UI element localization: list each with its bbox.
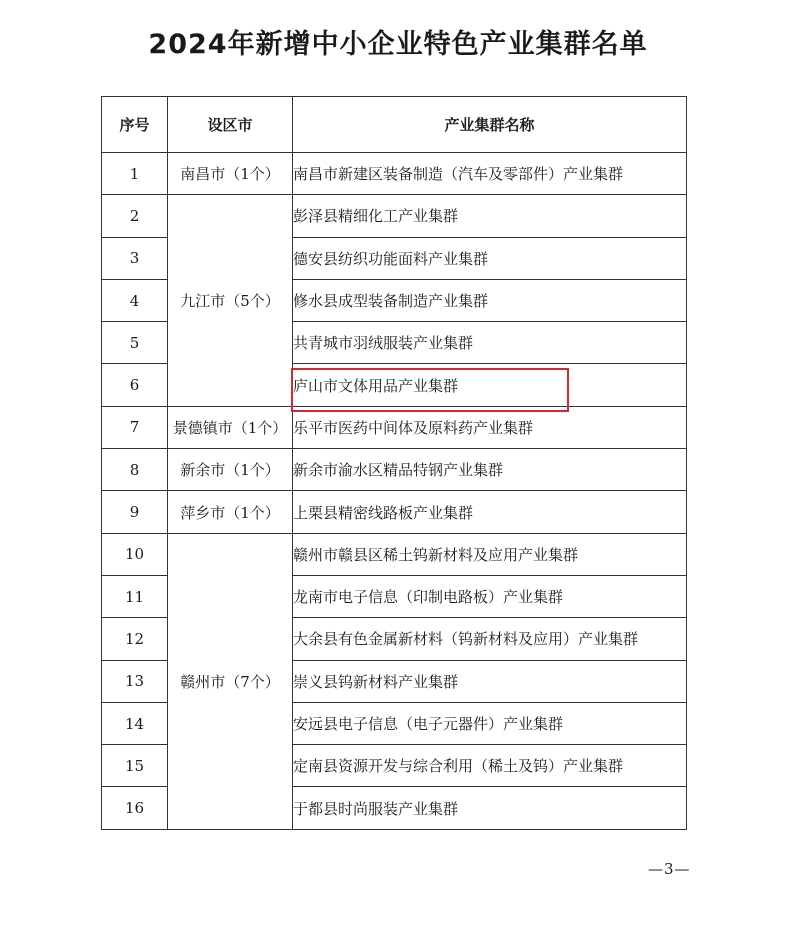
row-number: 10: [102, 533, 168, 575]
row-number: 4: [102, 279, 168, 321]
row-number: 14: [102, 702, 168, 744]
header-serial-number: 序号: [102, 97, 168, 153]
cluster-name: 大余县有色金属新材料（钨新材料及应用）产业集群: [293, 618, 687, 660]
cluster-name: 新余市渝水区精品特钢产业集群: [293, 449, 687, 491]
city-cell: 景德镇市（1个）: [168, 406, 293, 448]
cluster-name: 定南县资源开发与综合利用（稀土及钨）产业集群: [293, 745, 687, 787]
table-row: [102, 533, 687, 575]
cluster-name: 彭泽县精细化工产业集群: [293, 195, 687, 237]
page-number: —3—: [648, 860, 691, 878]
row-number: 7: [102, 406, 168, 448]
row-number: 13: [102, 660, 168, 702]
city-cell: 萍乡市（1个）: [168, 491, 293, 533]
row-number: 5: [102, 322, 168, 364]
cluster-name-highlighted: 庐山市文体用品产业集群: [293, 364, 687, 406]
row-number: 2: [102, 195, 168, 237]
cluster-name: 修水县成型装备制造产业集群: [293, 279, 687, 321]
cluster-name: 德安县纺织功能面料产业集群: [293, 237, 687, 279]
row-number: 9: [102, 491, 168, 533]
city-cell: 新余市（1个）: [168, 449, 293, 491]
row-number: 3: [102, 237, 168, 279]
document-title: 2024年新增中小企业特色产业集群名单: [148, 29, 648, 60]
row-number: 6: [102, 364, 168, 406]
row-number: 8: [102, 449, 168, 491]
cluster-name: 安远县电子信息（电子元器件）产业集群: [293, 702, 687, 744]
city-cell: 赣州市（7个）: [168, 533, 293, 829]
cluster-name: 南昌市新建区装备制造（汽车及零部件）产业集群: [293, 153, 687, 195]
row-number: 1: [102, 153, 168, 195]
row-number: 16: [102, 787, 168, 829]
city-cell: 南昌市（1个）: [168, 153, 293, 195]
table-row: [102, 449, 687, 491]
industry-cluster-table: [101, 96, 687, 830]
row-number: 15: [102, 745, 168, 787]
cluster-name: 乐平市医药中间体及原料药产业集群: [293, 406, 687, 448]
cluster-name: 上栗县精密线路板产业集群: [293, 491, 687, 533]
table-row: [102, 195, 687, 237]
table-row: [102, 153, 687, 195]
cluster-name: 于都县时尚服装产业集群: [293, 787, 687, 829]
row-number: 11: [102, 575, 168, 617]
cluster-name: 共青城市羽绒服装产业集群: [293, 322, 687, 364]
row-number: 12: [102, 618, 168, 660]
table-row: [102, 406, 687, 448]
table-row: [102, 491, 687, 533]
city-cell: 九江市（5个）: [168, 195, 293, 406]
cluster-name: 崇义县钨新材料产业集群: [293, 660, 687, 702]
cluster-name: 龙南市电子信息（印制电路板）产业集群: [293, 575, 687, 617]
header-city: 设区市: [168, 97, 293, 153]
table-header-row: [102, 97, 687, 153]
cluster-name: 赣州市赣县区稀土钨新材料及应用产业集群: [293, 533, 687, 575]
header-cluster-name: 产业集群名称: [293, 97, 687, 153]
